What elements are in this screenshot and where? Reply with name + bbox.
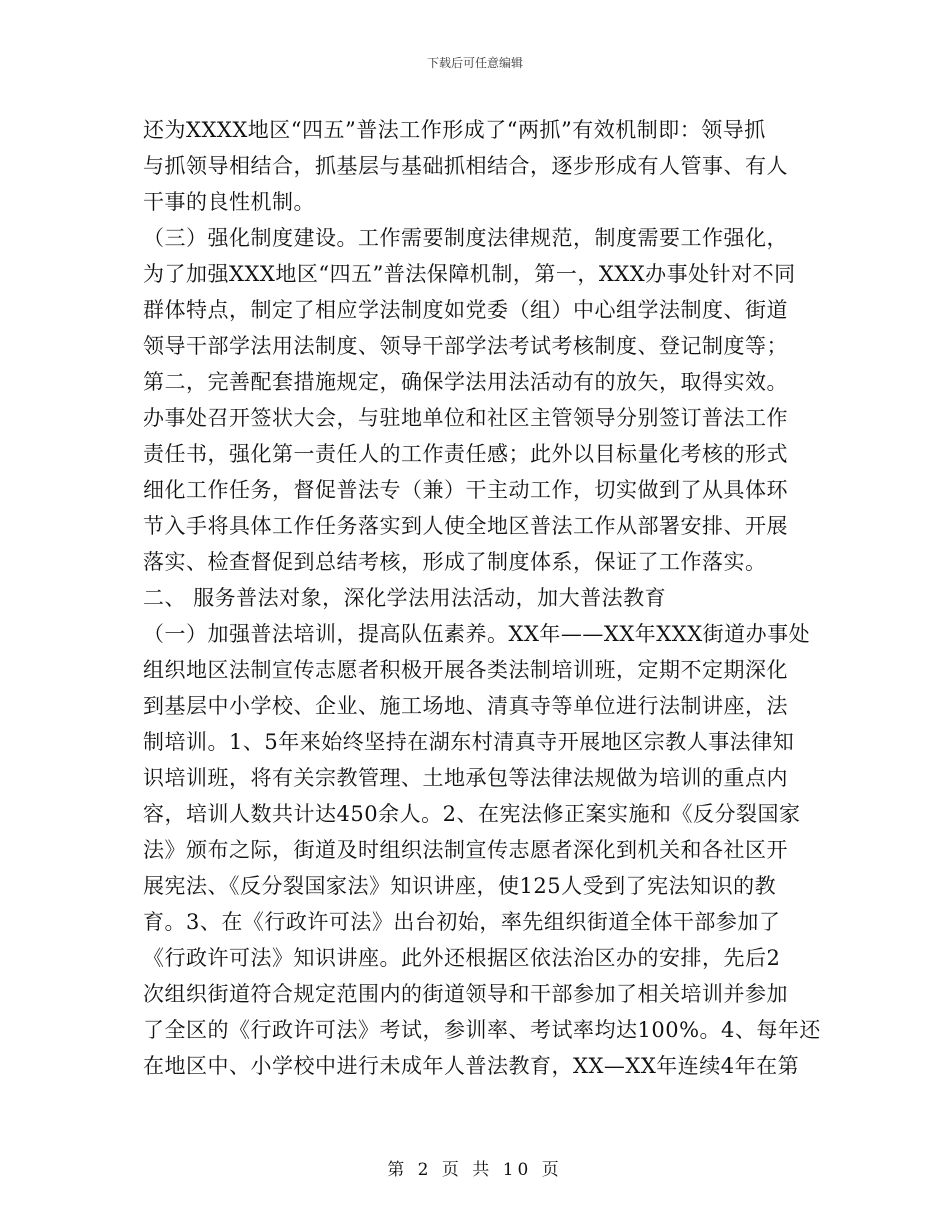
body-line: 法》颁布之际，街道及时组织法制宣传志愿者深化到机关和各社区开 <box>143 838 788 862</box>
body-line: 育。3、在《行政许可法》出台初始，率先组织街道全体干部参加了 <box>143 910 781 934</box>
body-line: 制培训。1、5年来始终坚持在湖东村清真寺开展地区宗教人事法律知 <box>143 730 795 754</box>
body-line: 群体特点，制定了相应学法制度如党委（组）中心组学法制度、街道 <box>143 298 788 322</box>
body-line: 容，培训人数共计达450余人。2、在宪法修正案实施和《反分裂国家 <box>143 802 801 826</box>
body-line: 办事处召开签状大会，与驻地单位和社区主管领导分别签订普法工作 <box>143 406 788 430</box>
body-line: 干事的良性机制。 <box>143 190 315 214</box>
body-line: 节入手将具体工作任务落实到人使全地区普法工作从部署安排、开展 <box>143 514 788 538</box>
body-line: 责任书，强化第一责任人的工作责任感；此外以目标量化考核的形式 <box>143 442 788 466</box>
body-line: 《行政许可法》知识讲座。此外还根据区依法治区办的安排，先后2 <box>143 946 781 970</box>
body-line: （一）加强普法培训，提高队伍素养。XX年——XX年XXX街道办事处 <box>143 622 811 646</box>
body-line: 次组织街道符合规定范围内的街道领导和干部参加了相关培训并参加 <box>143 982 788 1006</box>
body-line: 还为XXXX地区“四五”普法工作形成了“两抓”有效机制即：领导抓 <box>143 118 766 142</box>
body-line: 在地区中、小学校中进行未成年人普法教育，XX—XX年连续4年在第 <box>143 1054 800 1078</box>
body-line: 为了加强XXX地区“四五”普法保障机制，第一，XXX办事处针对不同 <box>143 262 796 286</box>
body-line: 与抓领导相结合，抓基层与基础抓相结合，逐步形成有人管事、有人 <box>143 154 788 178</box>
page-header: 下载后可任意编辑 <box>426 56 523 70</box>
page-number-footer: 第 2 页 共 10 页 <box>387 1160 563 1180</box>
body-line: 了全区的《行政许可法》考试，参训率、考试率均达100%。4、每年还 <box>143 1018 821 1042</box>
body-line: 识培训班，将有关宗教管理、土地承包等法律法规做为培训的重点内 <box>143 766 788 790</box>
body-line: （三）强化制度建设。工作需要制度法律规范，制度需要工作强化， <box>143 226 788 250</box>
body-line: 展宪法、《反分裂国家法》知识讲座，使125人受到了宪法知识的教 <box>143 874 777 898</box>
body-line: 第二，完善配套措施规定，确保学法用法活动有的放矢，取得实效。 <box>143 370 788 394</box>
body-line: 细化工作任务，督促普法专（兼）干主动工作，切实做到了从具体环 <box>143 478 788 502</box>
body-line: 到基层中小学校、企业、施工场地、清真寺等单位进行法制讲座，法 <box>143 694 788 718</box>
body-line: 领导干部学法用法制度、领导干部学法考试考核制度、登记制度等； <box>143 334 788 358</box>
document-body <box>143 112 821 1084</box>
body-line: 组织地区法制宣传志愿者积极开展各类法制培训班，定期不定期深化 <box>143 658 788 682</box>
body-line: 落实、检查督促到总结考核，形成了制度体系，保证了工作落实。 <box>143 550 767 574</box>
section-heading: 二、 服务普法对象，深化学法用法活动，加大普法教育 <box>143 586 667 610</box>
